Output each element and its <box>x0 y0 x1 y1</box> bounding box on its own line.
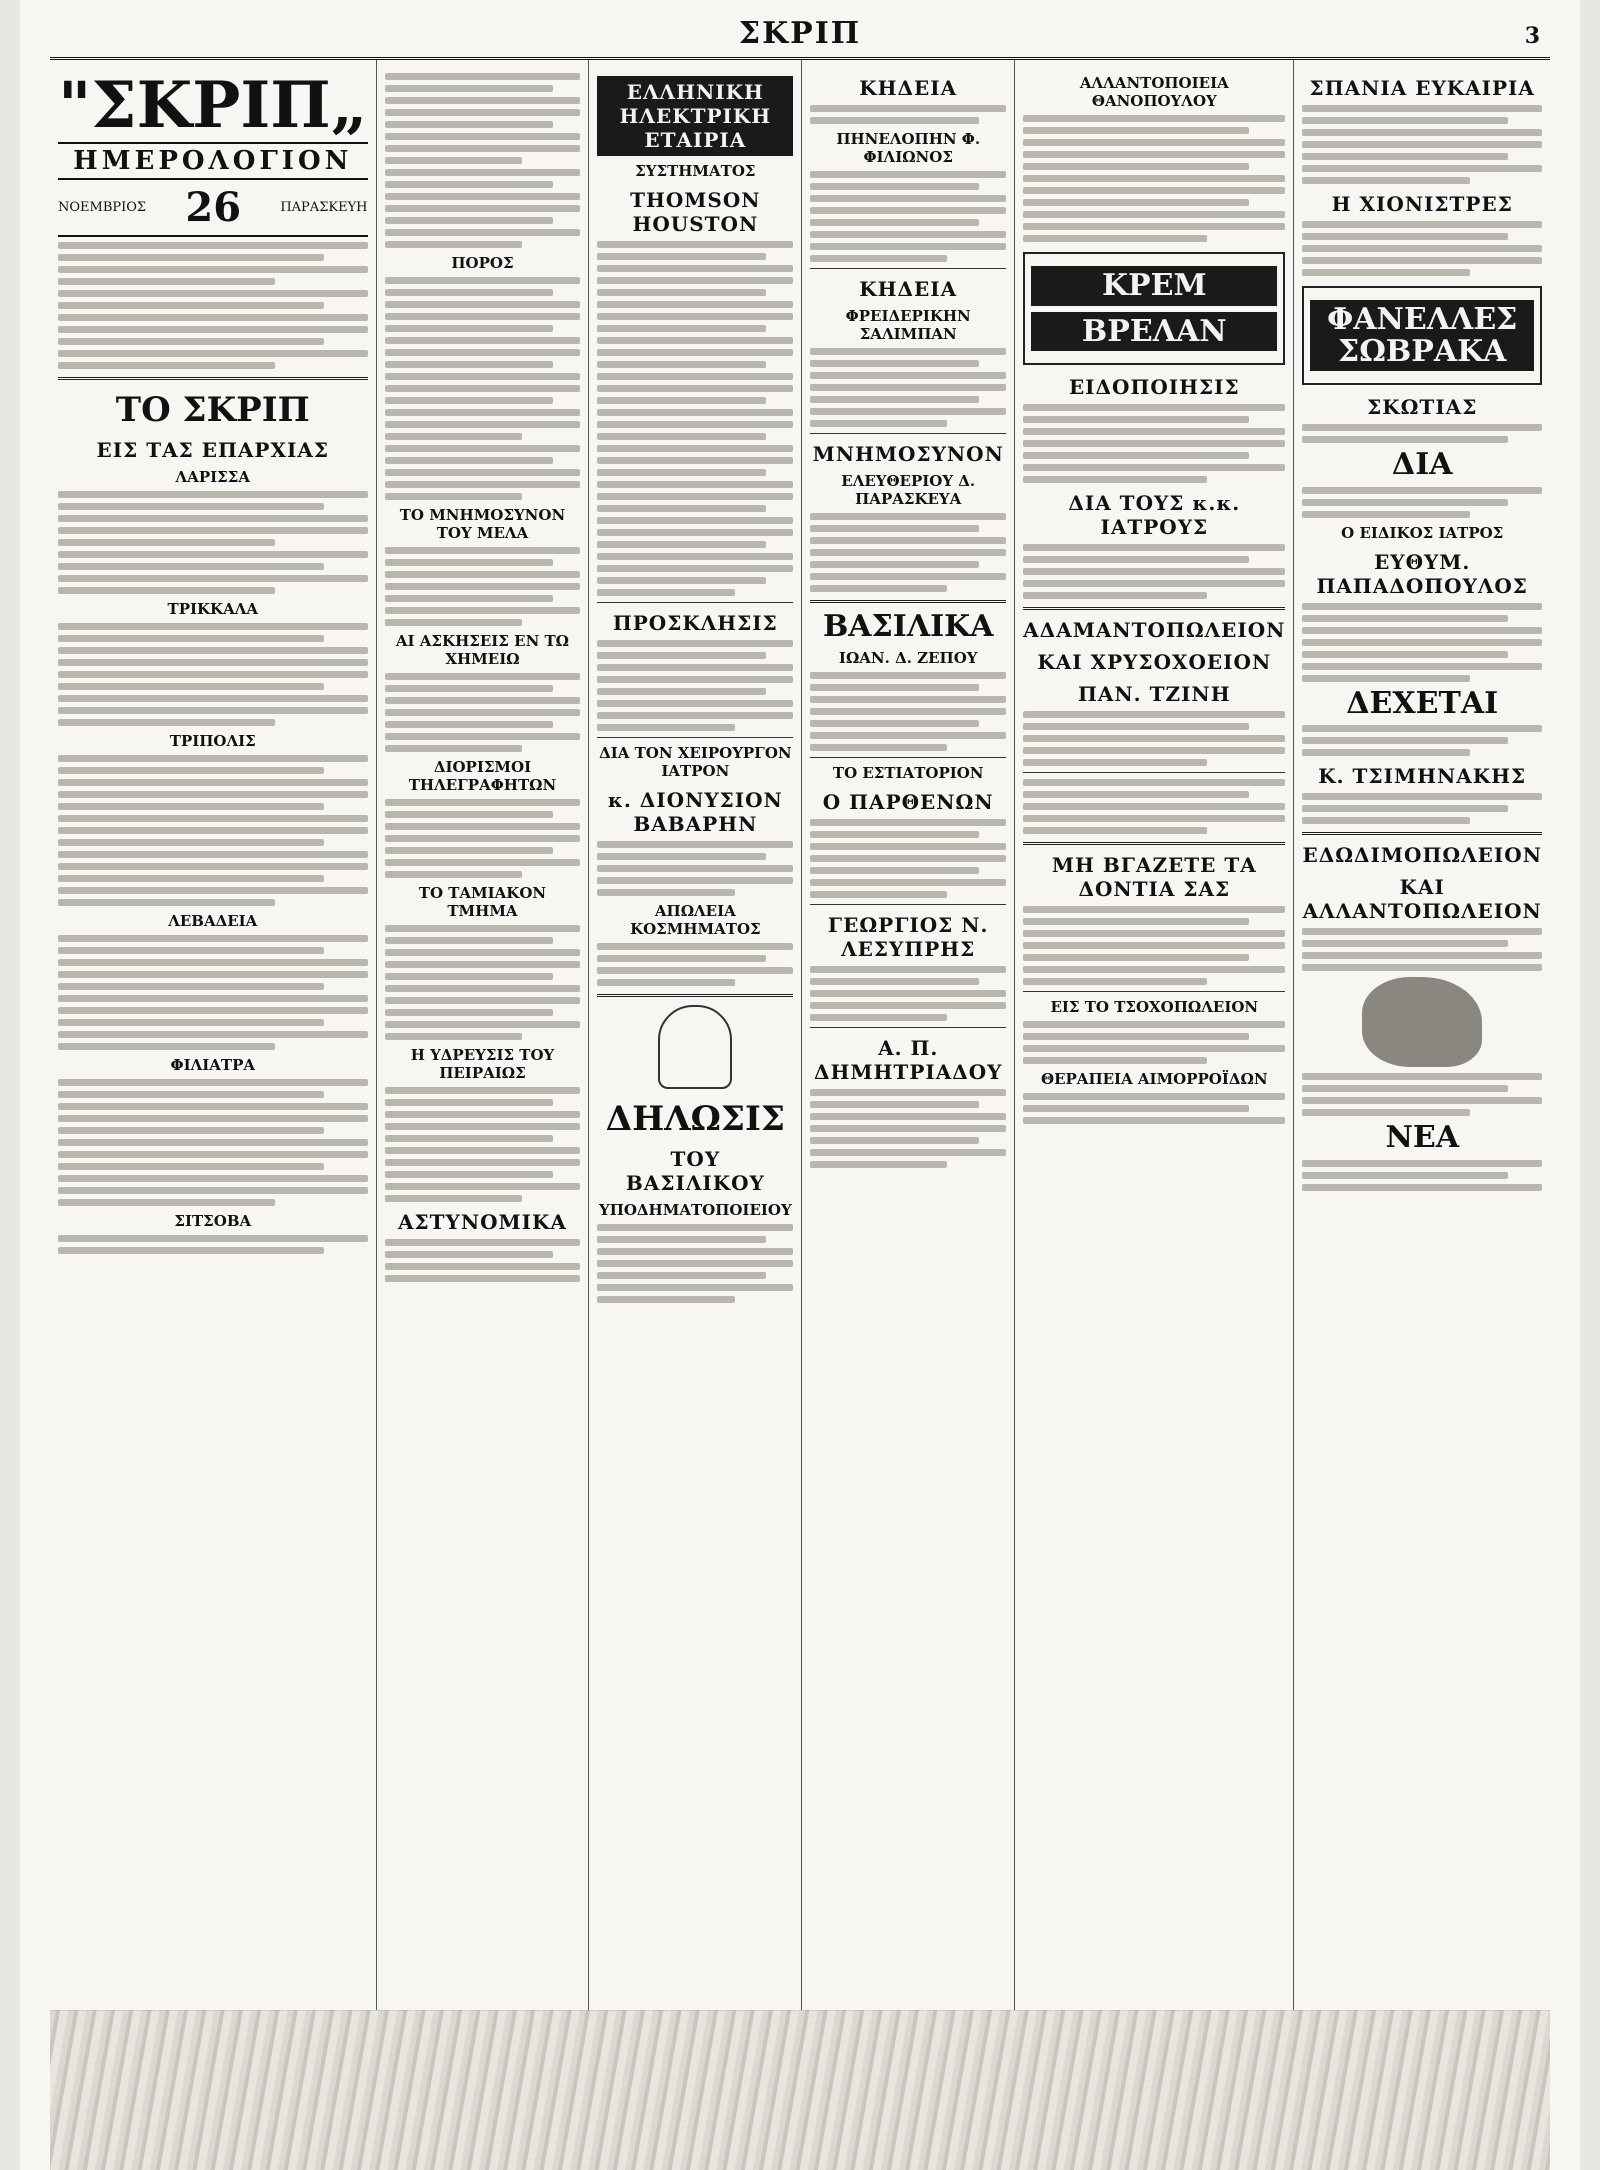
funeral-name: ΦΡΕΙΔΕΡΙΚΗΝ ΣΑΛΙΜΠΑΝ <box>845 307 971 343</box>
column-5 <box>1015 60 1294 2010</box>
date-box <box>58 180 368 237</box>
company-brand: THOMSON HOUSTON <box>630 188 761 236</box>
article-heading: ΤΟ ΜΝΗΜΟΣΥΝΟΝ ΤΟΥ ΜΕΛΑ <box>399 506 566 542</box>
article-heading: Η ΥΔΡΕΥΣΙΣ ΤΟΥ ΠΕΙΡΑΙΩΣ <box>410 1046 555 1082</box>
cream-ad <box>1023 252 1285 365</box>
crest-emblem <box>658 1005 732 1089</box>
cream-ad-brand: ΒΡΕΛΑΝ <box>1031 312 1277 352</box>
page-number: 3 <box>1524 23 1540 49</box>
notice-heading: ΑΠΩΛΕΙΑ ΚΟΣΜΗΜΑΤΟΣ <box>630 902 761 938</box>
therapy-heading: ΘΕΡΑΠΕΙΑ ΑΙΜΟΡΡΟΪΔΩΝ <box>1041 1070 1268 1088</box>
column-2 <box>377 60 590 2010</box>
lab-name: Α. Π. ΔΗΜΗΤΡΙΑΔΟΥ <box>813 1035 1003 1084</box>
column-3 <box>589 60 802 2010</box>
flannel-ad <box>1302 286 1542 385</box>
notice-heading: κ. ΔΙΟΝΥΣΙΟΝ ΒΑΒΑΡΗΝ <box>607 788 783 836</box>
town-heading: ΛΑΡΙΣΣΑ <box>175 468 250 486</box>
cream-ad-title: ΚΡΕΜ <box>1031 266 1277 306</box>
town-heading: ΣΙΤΣΟΒΑ <box>174 1212 252 1230</box>
town-heading: ΤΡΙΚΚΑΛΑ <box>167 600 258 618</box>
jeweler-subtitle: ΚΑΙ ΧΡΥΣΟΧΟΕΙΟΝ <box>1037 650 1272 674</box>
ad-heading: ΣΚΩΤΙΑΣ <box>1367 395 1478 419</box>
company-subtitle: ΣΥΣΤΗΜΑΤΟΣ <box>635 162 756 180</box>
jeweler-owner: ΠΑΝ. ΤΖΙΝΗ <box>1077 682 1231 706</box>
notice-title: ΔΗΛΩΣΙΣ <box>605 1099 785 1139</box>
torn-paper-edge <box>50 2010 1550 2170</box>
grocery-title: ΕΔΩΔΙΜΟΠΩΛΕΙΟΝ <box>1302 843 1542 867</box>
column-1 <box>50 60 377 2010</box>
dia-label: ΔΙΑ <box>1391 447 1453 482</box>
column-6 <box>1294 60 1550 2010</box>
shop-heading: ΕΙΣ ΤΟ ΤΣΟΧΟΠΩΛΕΙΟΝ <box>1050 998 1259 1016</box>
dexetai-label: ΔΕΧΕΤΑΙ <box>1346 685 1499 721</box>
section-title: ΤΟ ΣΚΡΙΠ <box>115 390 310 430</box>
company-title: ΕΛΛΗΝΙΚΗ ΗΛΕΚΤΡΙΚΗ ΕΤΑΙΡΙΑ <box>597 76 793 156</box>
memorial-name: ΕΛΕΥΘΕΡΙΟΥ Δ. ΠΑΡΑΣΚΕΥΑ <box>841 472 976 508</box>
doctor-name: ΓΕΩΡΓΙΟΣ Ν. ΛΕΣΥΠΡΗΣ <box>827 912 989 961</box>
memorial-heading: ΜΝΗΜΟΣΥΝΟΝ <box>812 442 1004 466</box>
restaurant-name: Ο ΠΑΡΘΕΝΩΝ <box>822 789 994 814</box>
funeral-heading: ΚΗΔΕΙΑ <box>859 277 958 301</box>
newspaper-page <box>20 0 1580 2170</box>
masthead-subtitle: ΗΜΕΡΟΛΟΓΙΟΝ <box>58 142 368 180</box>
notice-heading: ΔΙΑ ΤΟΥΣ κ.κ. ΙΑΤΡΟΥΣ <box>1068 491 1241 539</box>
masthead: "ΣΚΡΙΠ„ <box>58 68 368 143</box>
notice-subtitle-2: ΥΠΟΔΗΜΑΤΟΠΟΙΕΙΟΥ <box>598 1201 792 1219</box>
funeral-name: ΠΗΝΕΛΟΠΗΝ Φ. ΦΙΛΙΩΝΟΣ <box>836 130 981 166</box>
date-month: ΝΟΕΜΒΡΙΟΣ <box>58 200 147 215</box>
town-heading: ΦΙΛΙΑΤΡΑ <box>170 1056 255 1074</box>
notice-subtitle: ΤΟΥ ΒΑΣΙΛΙΚΟΥ <box>625 1147 765 1195</box>
book-author: ΙΩΑΝ. Δ. ΖΕΠΟΥ <box>838 648 978 667</box>
funeral-heading: ΚΗΔΕΙΑ <box>859 76 958 100</box>
notice-heading: ΠΡΟΣΚΛΗΣΙΣ <box>612 611 778 635</box>
book-title: ΒΑΣΙΛΙΚΑ <box>822 609 994 644</box>
article-heading: ΑΣΤΥΝΟΜΙΚΑ <box>398 1210 567 1234</box>
goat-illustration <box>1362 977 1482 1067</box>
date-weekday: ΠΑΡΑΣΚΕΥΗ <box>280 200 368 215</box>
doctor-name: ΕΥΘΥΜ. ΠΑΠΑΔΟΠΟΥΛΟΣ <box>1316 549 1528 598</box>
column-4 <box>802 60 1015 2010</box>
article-heading: ΤΟ ΤΑΜΙΑΚΟΝ ΤΜΗΜΑ <box>418 884 547 920</box>
dentist-heading: ΜΗ ΒΓΑΖΕΤΕ ΤΑ ΔΟΝΤΙΑ ΣΑΣ <box>1051 853 1257 901</box>
running-header <box>50 0 1550 60</box>
ad-heading: ΣΠΑΝΙΑ ΕΥΚΑΙΡΙΑ <box>1309 76 1535 100</box>
flannel-ad-title: ΦΑΝΕΛΛΕΣ ΣΩΒΡΑΚΑ <box>1310 300 1534 371</box>
article-heading: ΠΟΡΟΣ <box>451 254 514 272</box>
date-number: 26 <box>185 184 242 231</box>
doctor-title: Ο ΕΙΔΙΚΟΣ ΙΑΤΡΟΣ <box>1341 523 1504 542</box>
advertiser-name: Κ. ΤΣΙΜΗΝΑΚΗΣ <box>1318 764 1527 788</box>
article-heading: ΑΙ ΑΣΚΗΣΕΙΣ ΕΝ ΤΩ ΧΗΜΕΙΩ <box>395 632 570 668</box>
restaurant-label: ΤΟ ΕΣΤΙΑΤΟΡΙΟΝ <box>832 763 984 782</box>
notice-heading: ΕΙΔΟΠΟΙΗΣΙΣ <box>1068 375 1240 399</box>
paper-name: ΣΚΡΙΠ <box>738 16 862 51</box>
ad-heading: ΑΛΛΑΝΤΟΠΟΙΕΙΑ ΘΑΝΟΠΟΥΛΟΥ <box>1079 74 1229 110</box>
grocery-subtitle: ΚΑΙ ΑΛΛΑΝΤΟΠΩΛΕΙΟΝ <box>1302 875 1542 923</box>
town-heading: ΛΕΒΑΔΕΙΑ <box>168 912 258 930</box>
town-heading: ΤΡΙΠΟΛΙΣ <box>169 732 256 750</box>
notice-heading: ΔΙΑ ΤΟΝ ΧΕΙΡΟΥΡΓΟΝ ΙΑΤΡΟΝ <box>599 744 792 780</box>
ad-heading: Η ΧΙΟΝΙΣΤΡΕΣ <box>1331 192 1513 216</box>
nea-label: ΝΕΑ <box>1385 1120 1460 1155</box>
article-heading: ΔΙΟΡΙΣΜΟΙ ΤΗΛΕΓΡΑΦΗΤΩΝ <box>408 758 557 794</box>
jeweler-title: ΑΔΑΜΑΝΤΟΠΩΛΕΙΟΝ <box>1023 618 1286 642</box>
section-subtitle: ΕΙΣ ΤΑΣ ΕΠΑΡΧΙΑΣ <box>96 438 329 462</box>
